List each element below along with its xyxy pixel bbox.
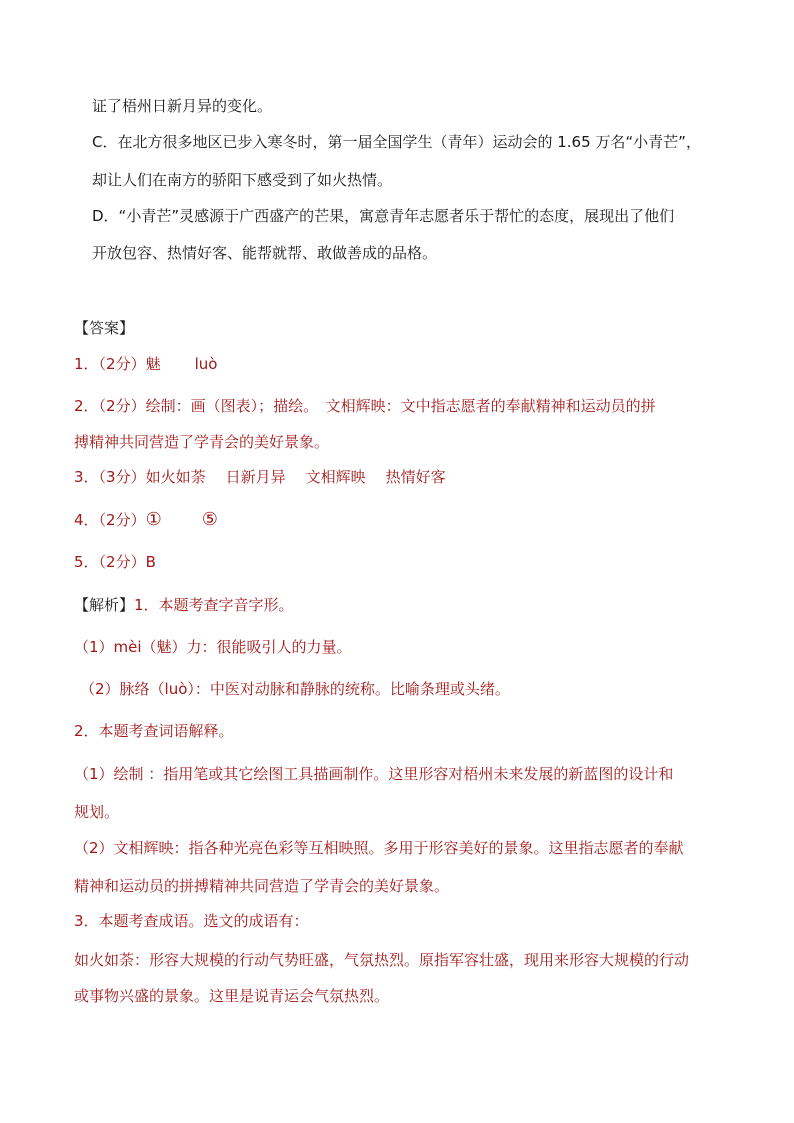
option-d-line-1: D．“小青芒”灵感源于广西盛产的芒果，寓意青年志愿者乐于帮忙的态度，展现出了他们 — [92, 207, 675, 225]
option-d-line-2: 开放包容、热情好客、能帮就帮、敢做善成的品格。 — [92, 244, 438, 262]
answer-5: 5．（2分）B — [74, 553, 156, 571]
analysis-q3-p1-line-2: 或事物兴盛的景象。这里是说青运会气氛热烈。 — [74, 987, 390, 1005]
answer-3-item: 文相辉映 — [305, 468, 366, 486]
answer-3 — [74, 467, 446, 487]
answer-heading: 【答案】 — [74, 319, 135, 337]
analysis-pronunciation-1: （1）mèi（魅）力：很能吸引人的力量。 — [74, 638, 352, 656]
answer-2-line-2: 搏精神共同营造了学青会的美好景象。 — [74, 433, 330, 451]
option-c-line-1: C．在北方很多地区已步入寒冬时，第一届全国学生（青年）运动会的 1.65 万名“小青芒”， — [92, 133, 701, 151]
answer-3-label: 3．（3分） — [74, 468, 146, 486]
answer-4-label: 4．（2分） — [74, 511, 146, 529]
answer-3-item: 日新月异 — [225, 468, 286, 486]
answer-2-line-1: 2．（2分）绘制：画（图表）；描绘。 文相辉映：文中指志愿者的奉献精神和运动员的拼 — [74, 397, 656, 415]
answer-1 — [74, 354, 217, 374]
option-b-continuation: 证了梧州日新月异的变化。 — [92, 97, 273, 115]
answer-1-pinyin: luò — [194, 355, 218, 373]
answer-4 — [74, 510, 218, 530]
analysis-q2-p1-line-1: （1）绘制 ：指用笔或其它绘图工具描画制作。这里形容对梧州未来发展的新蓝图的设计和 — [74, 765, 674, 783]
analysis-q3-p1-line-1: 如火如荼：形容大规模的行动气势旺盛，气氛热烈。原指军容壮盛，现用来形容大规模的行动 — [74, 951, 690, 969]
analysis-q2-title: 2．本题考查词语解释。 — [74, 722, 234, 740]
analysis-heading: 【解析】 — [74, 596, 135, 614]
analysis-intro: 1．本题考查字音字形。 — [134, 596, 294, 614]
answer-3-item: 热情好客 — [385, 468, 446, 486]
analysis-q3-title: 3．本题考查成语。选文的成语有： — [74, 912, 309, 930]
answer-4-choice: ① — [145, 509, 162, 530]
analysis-pronunciation-2: （2）脉络（luò）：中医对动脉和静脉的统称。比喻条理或头绪。 — [80, 680, 510, 698]
answer-3-item: 如火如荼 — [145, 468, 206, 486]
analysis-heading-line — [74, 595, 294, 615]
analysis-q2-p2-line-2: 精神和运动员的拼搏精神共同营造了学青会的美好景象。 — [74, 877, 450, 895]
answer-4-choice: ⑤ — [201, 509, 218, 530]
option-c-line-2: 却让人们在南方的骄阳下感受到了如火热情。 — [92, 171, 393, 189]
analysis-q2-p1-line-2: 规划。 — [74, 803, 120, 821]
answer-1-label: 1．（2分）魅 — [74, 355, 161, 373]
analysis-q2-p2-line-1: （2）文相辉映：指各种光亮色彩等互相映照。多用于形容美好的景象。这里指志愿者的奉献 — [74, 839, 684, 857]
